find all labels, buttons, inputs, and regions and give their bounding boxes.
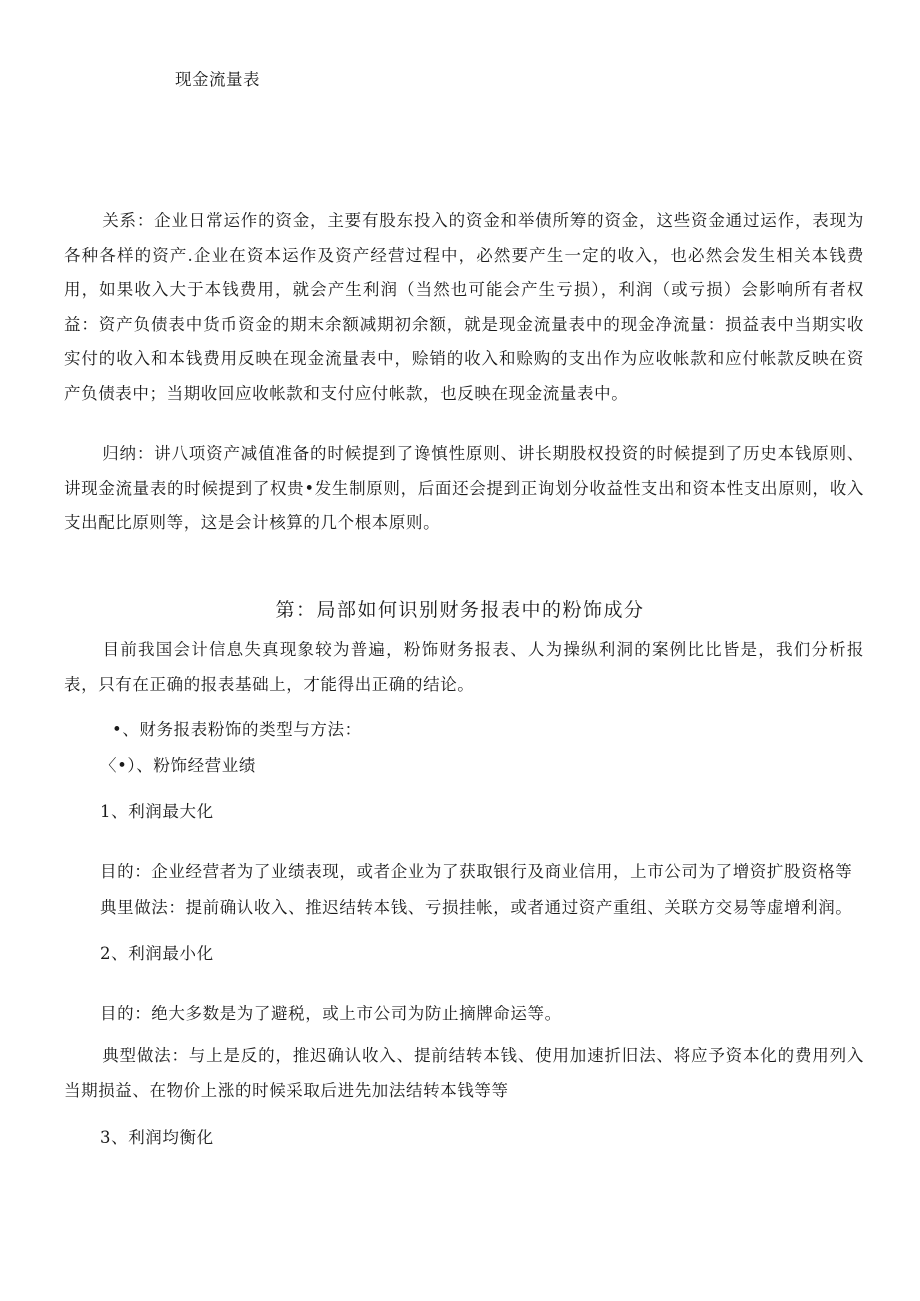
item-1-purpose: 目的：企业经营者为了业绩表现，或者企业为了获取银行及商业信用，上市公司为了增资扩股资格等 [100,862,853,881]
type-heading: •、财务报表粉饰的类型与方法： [112,720,362,739]
item-heading-1: 1、利润最大化 [100,802,214,821]
summary-paragraph [64,437,864,541]
relation-paragraph-text: 关系：企业日常运作的资金，主要有股东投入的资金和举债所筹的资金，这些资金通过运作，表现为各种各样的资产.企业在资本运作及资产经营过程中，必然要产生一定的收入，也必然会发生相关本钱费用，如果收入大于本钱费用，就会产生利润（当然也可能会产生亏损），利润（或亏损）会影响所有者权益：资产负债表中货币资金的期末余额减期初余额，就是现金流量表中的现金净流量：损益表中当期实收实付的收入和本钱费用反映在现金流量表中，赊销的收入和赊购的支出作为应收帐款和应付帐款反映在资产负债表中；当期收回应收帐款和支付应付帐款，也反映在现金流量表中。 [64,211,864,403]
document-title: 现金流量表 [175,70,260,89]
item-2-method [64,1039,864,1108]
item-2-method-text: 典型做法：与上是反的，推迟确认收入、提前结转本钱、使用加速折旧法、将应予资本化的费用列入当期损益、在物价上涨的时候采取后进先加法结转本钱等等 [64,1046,864,1100]
summary-paragraph-text: 归纳：讲八项资产减值准备的时候提到了谗慎性原则、讲长期股权投资的时候提到了历史本钱原则、讲现金流量表的时候提到了权贵•发生制原则，后面还会提到正询划分收益性支出和资本性支出原则，收入支出配比原则等，这是会计核算的几个根本原则。 [64,444,864,532]
subsection-heading: 〈•）、粉饰经营业绩 [100,756,256,775]
item-2-purpose: 目的：绝大多数是为了避税，或上市公司为防止摘牌命运等。 [100,1004,562,1023]
intro-paragraph [64,633,864,702]
item-heading-3: 3、利润均衡化 [100,1128,214,1147]
item-1-method: 典里做法：提前确认收入、推迟结转本钱、亏损挂帐，或者通过资产重组、关联方交易等虚增利润。 [100,898,853,917]
intro-paragraph-text: 目前我国会计信息失真现象较为普遍，粉饰财务报表、人为操纵利洞的案例比比皆是，我们分析报表，只有在正确的报表基础上，才能得出正确的结论。 [64,640,864,694]
relation-paragraph [64,204,864,411]
item-heading-2: 2、利润最小化 [100,944,214,963]
section-heading: 第：局部如何识别财务报表中的粉饰成分 [275,599,645,621]
